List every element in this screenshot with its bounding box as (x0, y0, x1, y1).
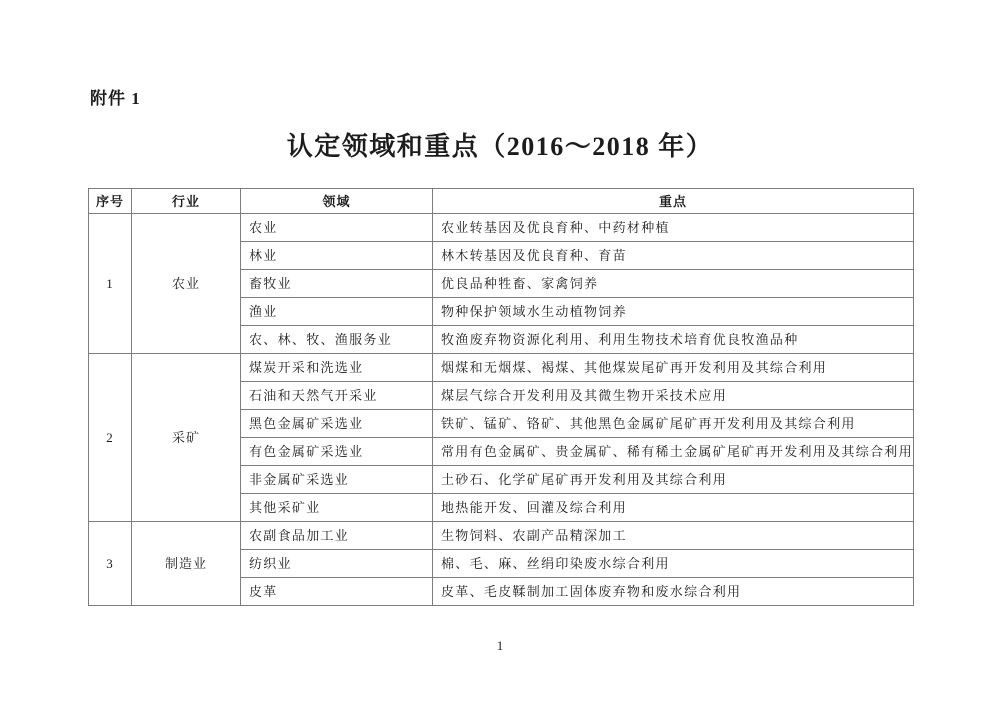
field-cell: 煤炭开采和洗选业 (241, 354, 433, 382)
industry-cell: 采矿 (132, 354, 241, 522)
field-cell: 纺织业 (241, 550, 433, 578)
focus-cell: 棉、毛、麻、丝绢印染废水综合利用 (433, 550, 914, 578)
focus-cell: 农业转基因及优良育种、中药材种植 (433, 214, 914, 242)
col-header-focus: 重点 (433, 189, 914, 214)
focus-cell: 物种保护领域水生动植物饲养 (433, 298, 914, 326)
field-cell: 林业 (241, 242, 433, 270)
field-cell: 石油和天然气开采业 (241, 382, 433, 410)
table-row (89, 522, 914, 550)
col-header-field: 领域 (241, 189, 433, 214)
group-no-cell: 1 (89, 214, 132, 354)
field-cell: 有色金属矿采选业 (241, 438, 433, 466)
industry-cell: 制造业 (132, 522, 241, 606)
field-cell: 其他采矿业 (241, 494, 433, 522)
focus-cell: 常用有色金属矿、贵金属矿、稀有稀土金属矿尾矿再开发利用及其综合利用 (433, 438, 914, 466)
focus-cell: 生物饲料、农副产品精深加工 (433, 522, 914, 550)
field-cell: 黑色金属矿采选业 (241, 410, 433, 438)
page-number: 1 (496, 638, 504, 653)
table-header-row (89, 189, 914, 214)
field-cell: 农副食品加工业 (241, 522, 433, 550)
field-cell: 农业 (241, 214, 433, 242)
table-row (89, 354, 914, 382)
focus-cell: 皮革、毛皮鞣制加工固体废弃物和废水综合利用 (433, 578, 914, 606)
col-header-industry: 行业 (132, 189, 241, 214)
focus-cell: 煤层气综合开发利用及其微生物开采技术应用 (433, 382, 914, 410)
col-header-no: 序号 (89, 189, 132, 214)
industries-table (88, 188, 914, 606)
focus-cell: 林木转基因及优良育种、育苗 (433, 242, 914, 270)
focus-cell: 铁矿、锰矿、铬矿、其他黑色金属矿尾矿再开发利用及其综合利用 (433, 410, 914, 438)
field-cell: 非金属矿采选业 (241, 466, 433, 494)
field-cell: 渔业 (241, 298, 433, 326)
group-no-cell: 3 (89, 522, 132, 606)
page-title: 认定领域和重点（2016～2018 年） (286, 132, 714, 161)
focus-cell: 地热能开发、回灌及综合利用 (433, 494, 914, 522)
focus-cell: 牧渔废弃物资源化利用、利用生物技术培育优良牧渔品种 (433, 326, 914, 354)
field-cell: 农、林、牧、渔服务业 (241, 326, 433, 354)
group-no-cell: 2 (89, 354, 132, 522)
focus-cell: 优良品种牲畜、家禽饲养 (433, 270, 914, 298)
attachment-label: 附件 1 (90, 89, 141, 108)
focus-cell: 烟煤和无烟煤、褐煤、其他煤炭尾矿再开发利用及其综合利用 (433, 354, 914, 382)
focus-cell: 土砂石、化学矿尾矿再开发利用及其综合利用 (433, 466, 914, 494)
field-cell: 畜牧业 (241, 270, 433, 298)
field-cell: 皮革 (241, 578, 433, 606)
industry-cell: 农业 (132, 214, 241, 354)
table-row (89, 214, 914, 242)
